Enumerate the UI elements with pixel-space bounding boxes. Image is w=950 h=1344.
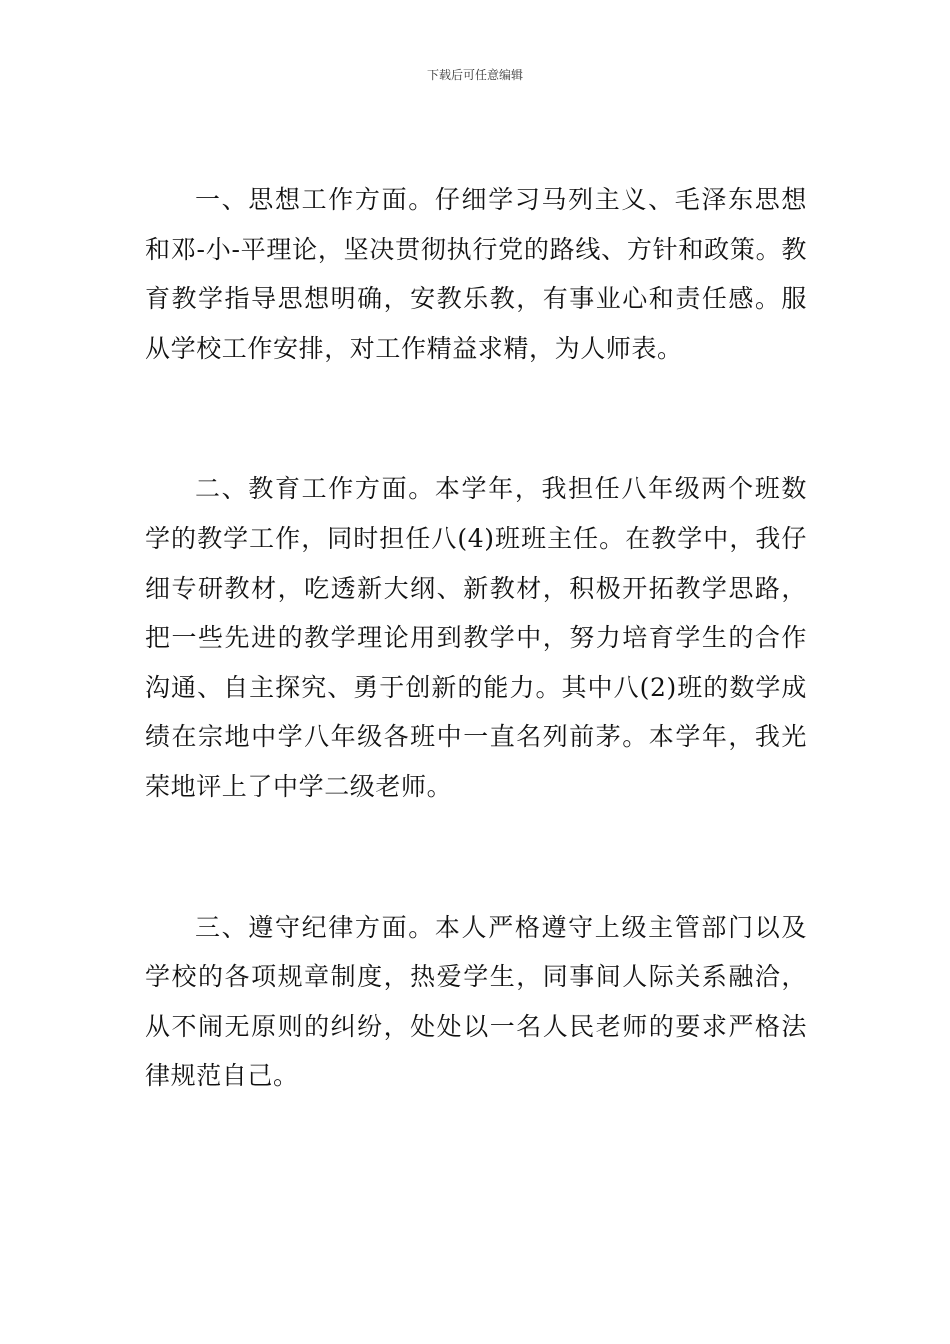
document-body (145, 175, 807, 1101)
paragraph-ideological-work: 一、思想工作方面。仔细学习马列主义、毛泽东思想和邓-小-平理论，坚决贯彻执行党的路线、方针和政策。教育教学指导思想明确，安教乐教，有事业心和责任感。服从学校工作安排，对工作精益求精，为人师表。 (145, 185, 807, 363)
page-header-note: 下载后可任意编辑 (426, 68, 523, 82)
paragraph-education-work: 二、教育工作方面。本学年，我担任八年级两个班数学的教学工作，同时担任八(4)班班主任。在教学中，我仔细专研教材，吃透新大纲、新教材，积极开拓教学思路，把一些先进的教学理论用到教学中，努力培育学生的合作沟通、自主探究、勇于创新的能力。其中八(2)班的数学成绩在宗地中学八年级各班中一直名列前茅。本学年，我光荣地评上了中学二级老师。 (145, 474, 807, 801)
paragraph-discipline: 三、遵守纪律方面。本人严格遵守上级主管部门以及学校的各项规章制度，热爱学生，同事间人际关系融洽，从不闹无原则的纠纷，处处以一名人民老师的要求严格法律规范自己。 (145, 912, 807, 1091)
